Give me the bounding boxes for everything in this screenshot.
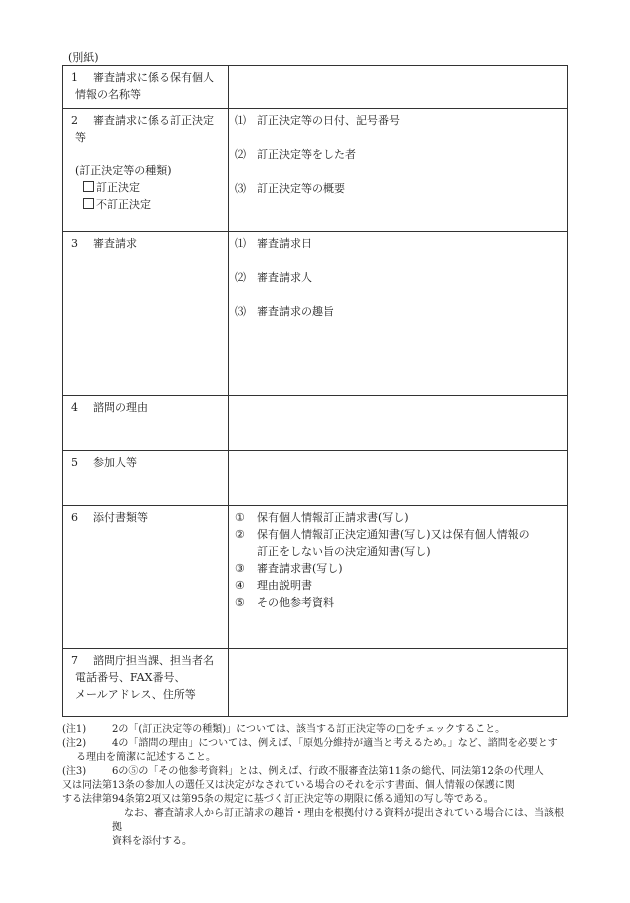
note-3-label: (注3) [62, 766, 87, 777]
row-review-request [63, 232, 568, 396]
row4-value-cell[interactable] [229, 396, 568, 451]
row-personal-info-name [63, 66, 568, 109]
note-2-line1: 4の「諮問の理由」については、例えば、「原処分維持が適当と考えるため。」など、諮問を必要とす [112, 738, 558, 749]
row3-item-3-text: 審査請求の趣旨 [257, 305, 334, 318]
row2-label-line1: 審査請求に係る訂正決定 [93, 114, 214, 127]
form-table [62, 65, 568, 717]
row4-number: 4 [71, 401, 78, 414]
row2-label-line2: 等 [75, 131, 86, 144]
notes-section [62, 723, 572, 849]
row2-item-2-mark: ⑵ [235, 148, 246, 161]
row6-label-cell [63, 506, 229, 649]
row6-value-cell[interactable] [229, 506, 568, 649]
row7-value-cell[interactable] [229, 649, 568, 717]
decision-types-heading: (訂正決定等の種類) [75, 164, 172, 177]
row2-item-3-mark: ⑶ [235, 182, 246, 195]
note-1 [62, 723, 572, 737]
row6-item-5-mark: ⑤ [235, 596, 245, 609]
row6-item-2-mark: ② [235, 528, 245, 541]
row5-number: 5 [71, 456, 78, 469]
row5-value-cell[interactable] [229, 451, 568, 506]
row2-number: 2 [71, 114, 78, 127]
note-2-line2: る理由を簡潔に記述すること。 [76, 752, 216, 763]
row3-item-1 [229, 235, 567, 252]
row-correction-decision [63, 109, 568, 232]
row7-number: 7 [71, 654, 78, 667]
row4-label: 諮問の理由 [93, 401, 148, 414]
row2-item-2-text: 訂正決定等をした者 [257, 148, 356, 161]
row3-item-3 [229, 303, 567, 320]
checkbox-correction-label: 訂正決定 [96, 181, 140, 194]
row2-item-1 [229, 112, 567, 129]
row6-item-3-mark: ③ [235, 562, 245, 575]
note-3-line3: する法律第94条第2項又は第95条の規定に基づく訂正決定等の期限に係る通知の写し等である。 [62, 794, 494, 805]
row6-item-4-text: 理由説明書 [257, 579, 312, 592]
note-1-label: (注1) [62, 724, 87, 735]
row4-label-cell [63, 396, 229, 451]
row-contact-info [63, 649, 568, 717]
row2-item-2 [229, 146, 567, 163]
row7-label-line3: メールアドレス、住所等 [75, 688, 196, 701]
row3-item-1-text: 審査請求日 [257, 237, 312, 250]
row6-item-2-cont: 訂正をしない旨の決定通知書(写し) [257, 545, 431, 558]
row-inquiry-reason [63, 396, 568, 451]
row6-item-1-mark: ① [235, 511, 245, 524]
row3-label: 審査請求 [93, 237, 137, 250]
row3-item-2 [229, 269, 567, 286]
note-2-label: (注2) [62, 738, 87, 749]
row3-label-cell [63, 232, 229, 396]
row3-item-1-mark: ⑴ [235, 237, 246, 250]
row7-label-line1: 諮問庁担当課、担当者名 [93, 654, 214, 667]
note-3 [62, 765, 572, 779]
row6-item-3-text: 審査請求書(写し) [257, 562, 343, 575]
row5-label: 参加人等 [93, 456, 137, 469]
row-attachments [63, 506, 568, 649]
checkbox-non-correction-label: 不訂正決定 [96, 198, 151, 211]
row7-label-line2: 電話番号、FAX番号、 [75, 671, 186, 684]
row6-item-5-text: その他参考資料 [257, 596, 334, 609]
row2-item-1-text: 訂正決定等の日付、記号番号 [257, 114, 400, 127]
row6-item-5 [229, 594, 567, 611]
checkbox-non-correction[interactable] [83, 198, 94, 209]
row6-item-2 [229, 526, 567, 543]
row2-item-3 [229, 180, 567, 197]
note-3-para2-line1: なお、審査請求人から訂正請求の趣旨・理由を根拠付ける資料が提出されている場合には、当該根拠 [112, 808, 564, 833]
row6-item-2-text: 保有個人情報訂正決定通知書(写し)又は保有個人情報の [257, 528, 530, 541]
row6-label: 添付書類等 [93, 511, 148, 524]
note-2-text [112, 737, 572, 751]
note-3-line2: 又は同法第13条の参加人の選任又は決定がなされている場合のそれを示す書面、個人情報の保護に関 [62, 780, 515, 791]
row1-label-cell [63, 66, 229, 109]
row2-item-3-text: 訂正決定等の概要 [257, 182, 345, 195]
row7-label-cell [63, 649, 229, 717]
row1-number: 1 [71, 71, 78, 84]
checkbox-correction[interactable] [83, 181, 94, 192]
checkbox-row-correction[interactable] [63, 179, 228, 196]
note-3-line1: 6の⑤の「その他参考資料」とは、例えば、行政不服審査法第11条の総代、同法第12条の代理人 [112, 766, 544, 777]
note-3-para2-line2: 資料を添付する。 [112, 836, 192, 847]
row6-item-4 [229, 577, 567, 594]
note-1-text: 2の「(訂正決定等の種類)」については、該当する訂正決定等の□をチェックすること。 [112, 724, 506, 735]
row3-item-2-text: 審査請求人 [257, 271, 312, 284]
row2-label-cell [63, 109, 229, 232]
row3-value-cell[interactable] [229, 232, 568, 396]
row6-number: 6 [71, 511, 78, 524]
row1-label-line1: 審査請求に係る保有個人 [93, 71, 214, 84]
row6-item-3 [229, 560, 567, 577]
row1-value-cell[interactable] [229, 66, 568, 109]
note-2 [62, 737, 572, 751]
row6-item-1-text: 保有個人情報訂正請求書(写し) [257, 511, 409, 524]
row3-item-2-mark: ⑵ [235, 271, 246, 284]
row6-item-4-mark: ④ [235, 579, 245, 592]
row3-number: 3 [71, 237, 78, 250]
row5-label-cell [63, 451, 229, 506]
row2-item-1-mark: ⑴ [235, 114, 246, 127]
row3-item-3-mark: ⑶ [235, 305, 246, 318]
row6-item-1 [229, 509, 567, 526]
row1-label-line2: 情報の名称等 [75, 88, 141, 101]
row-participants [63, 451, 568, 506]
checkbox-row-non-correction[interactable] [63, 196, 228, 213]
attachment-heading: (別紙) [68, 51, 99, 64]
row2-value-cell[interactable] [229, 109, 568, 232]
